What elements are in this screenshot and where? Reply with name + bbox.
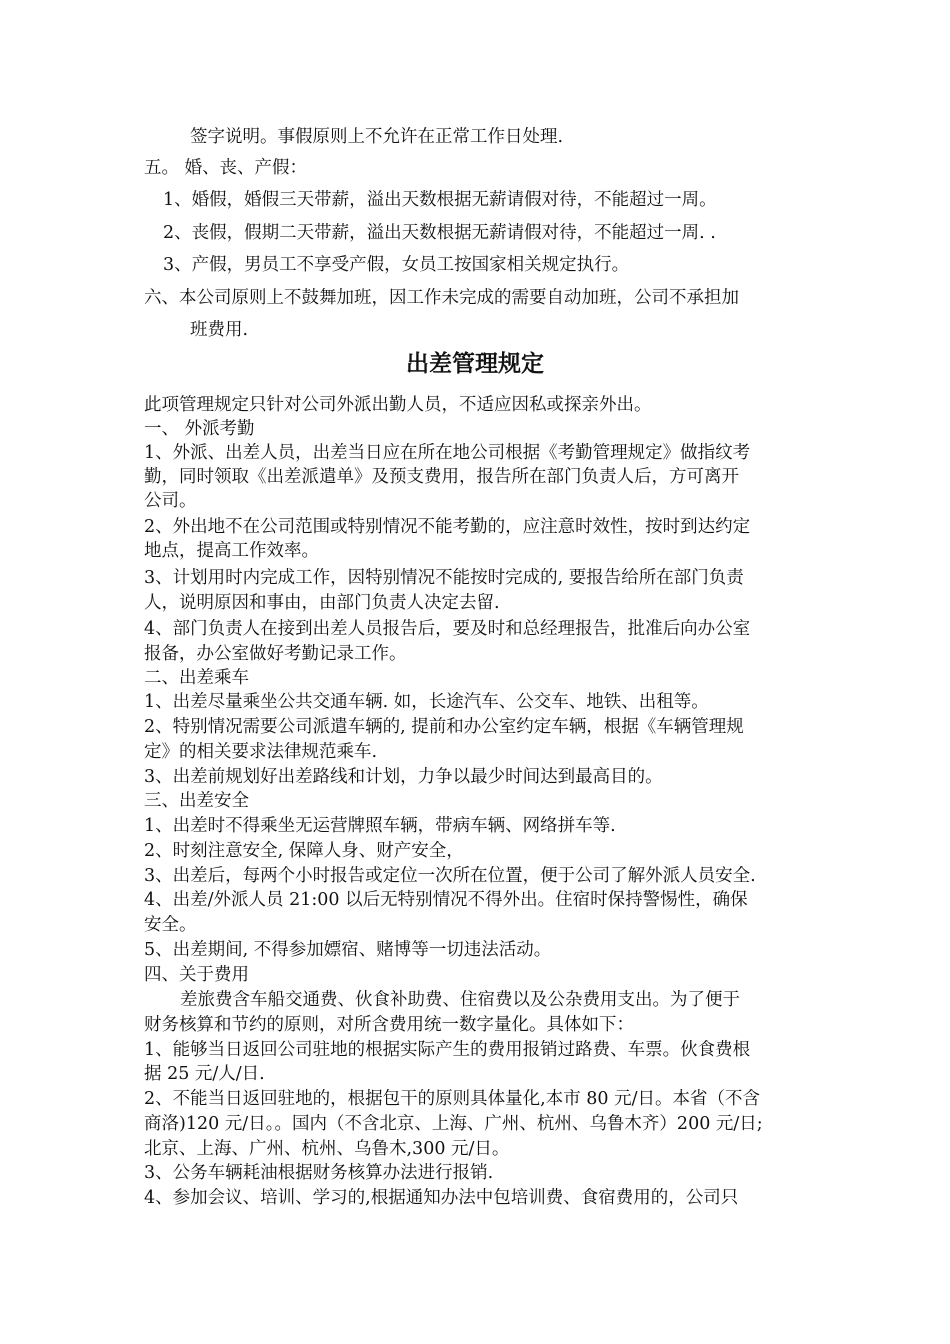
text-line: 3、出差前规划好出差路线和计划，力争以最少时间达到最高目的。 — [144, 767, 663, 787]
text-line: 1、婚假，婚假三天带薪，溢出天数根据无薪请假对待，不能超过一周。 — [163, 190, 717, 210]
text-line: 2、时刻注意安全, 保障人身、财产安全， — [144, 841, 464, 861]
section-heading: 一、 外派考勤 — [144, 419, 255, 439]
text-line: 据 25 元/人/日. — [144, 1064, 265, 1084]
text-line: 1、出差时不得乘坐无运营牌照车辆，带病车辆、网络拼车等. — [144, 816, 616, 836]
text-line: 北京、上海、广州、杭州、乌鲁木,300 元/日。 — [144, 1139, 510, 1159]
text-line: 3、计划用时内完成工作，因特别情况不能按时完成的, 要报告给所在部门负责 — [144, 568, 744, 588]
document-title: 出差管理规定 — [406, 351, 544, 377]
text-line: 3、出差后，每两个小时报告或定位一次所在位置，便于公司了解外派人员安全. — [144, 866, 756, 886]
text-line: 2、外出地不在公司范围或特别情况不能考勤的，应注意时效性，按时到达约定 — [144, 517, 751, 537]
text-line: 1、出差尽量乘坐公共交通车辆. 如，长途汽车、公交车、地铁、出租等。 — [144, 692, 709, 712]
text-line: 差旅费含车船交通费、伙食补助费、住宿费以及公杂费用支出。为了便于 — [180, 990, 740, 1010]
text-line: 4、出差/外派人员 21:00 以后无特别情况不得外出。住宿时保持警惕性，确保 — [144, 890, 748, 910]
text-line: 1、能够当日返回公司驻地的根据实际产生的费用报销过路费、车票。伙食费根 — [144, 1040, 751, 1060]
text-line: 安全。 — [144, 915, 197, 935]
text-line: 1、外派、出差人员，出差当日应在所在地公司根据《考勤管理规定》做指纹考 — [144, 443, 751, 463]
text-line: 财务核算和节约的原则，对所含费用统一数字量化。具体如下： — [144, 1015, 634, 1035]
text-line: 4、部门负责人在接到出差人员报告后，要及时和总经理报告，批准后向办公室 — [144, 619, 751, 639]
text-line: 3、公务车辆耗油根据财务核算办法进行报销. — [144, 1163, 494, 1183]
text-line: 地点，提高工作效率。 — [144, 541, 319, 561]
section-heading: 三、出差安全 — [144, 791, 249, 811]
text-line: 2、特别情况需要公司派遣车辆的, 提前和办公室约定车辆，根据《车辆管理规 — [144, 717, 744, 737]
text-line: 班费用. — [190, 320, 249, 340]
section-heading: 二、出差乘车 — [144, 668, 249, 688]
text-line: 4、参加会议、培训、学习的,根据通知办法中包培训费、食宿费用的，公司只 — [144, 1188, 739, 1208]
section-heading: 六、本公司原则上不鼓舞加班，因工作未完成的需要自动加班，公司不承担加 — [144, 288, 739, 308]
text-line: 人，说明原因和事由，由部门负责人决定去留. — [144, 593, 500, 613]
text-line: 签字说明。事假原则上不允许在正常工作日处理. — [190, 127, 564, 147]
text-line: 此项管理规定只针对公司外派出勤人员，不适应因私或探亲外出。 — [144, 395, 652, 415]
text-line: 公司。 — [144, 491, 197, 511]
text-line: 报备，办公室做好考勤记录工作。 — [144, 644, 407, 664]
text-line: 2、丧假，假期二天带薪，溢出天数根据无薪请假对待，不能超过一周. . — [163, 223, 716, 243]
text-line: 3、产假，男员工不享受产假，女员工按国家相关规定执行。 — [163, 255, 630, 275]
text-line: 5、出差期间, 不得参加嫖宿、赌博等一切违法活动。 — [144, 940, 552, 960]
text-line: 勤，同时领取《出差派遣单》及预支费用，报告所在部门负责人后，方可离开 — [144, 467, 739, 487]
text-line: 2、不能当日返回驻地的，根据包干的原则具体量化,本市 80 元/日。本省（不含 — [144, 1089, 760, 1109]
text-line: 商洛)120 元/日。。国内（不含北京、上海、广州、杭州、乌鲁木齐）200 元/日; — [144, 1114, 763, 1134]
section-heading: 四、关于费用 — [144, 965, 249, 985]
section-heading: 五。 婚、丧、产假： — [144, 158, 308, 178]
text-line: 定》的相关要求法律规范乘车. — [144, 742, 378, 762]
